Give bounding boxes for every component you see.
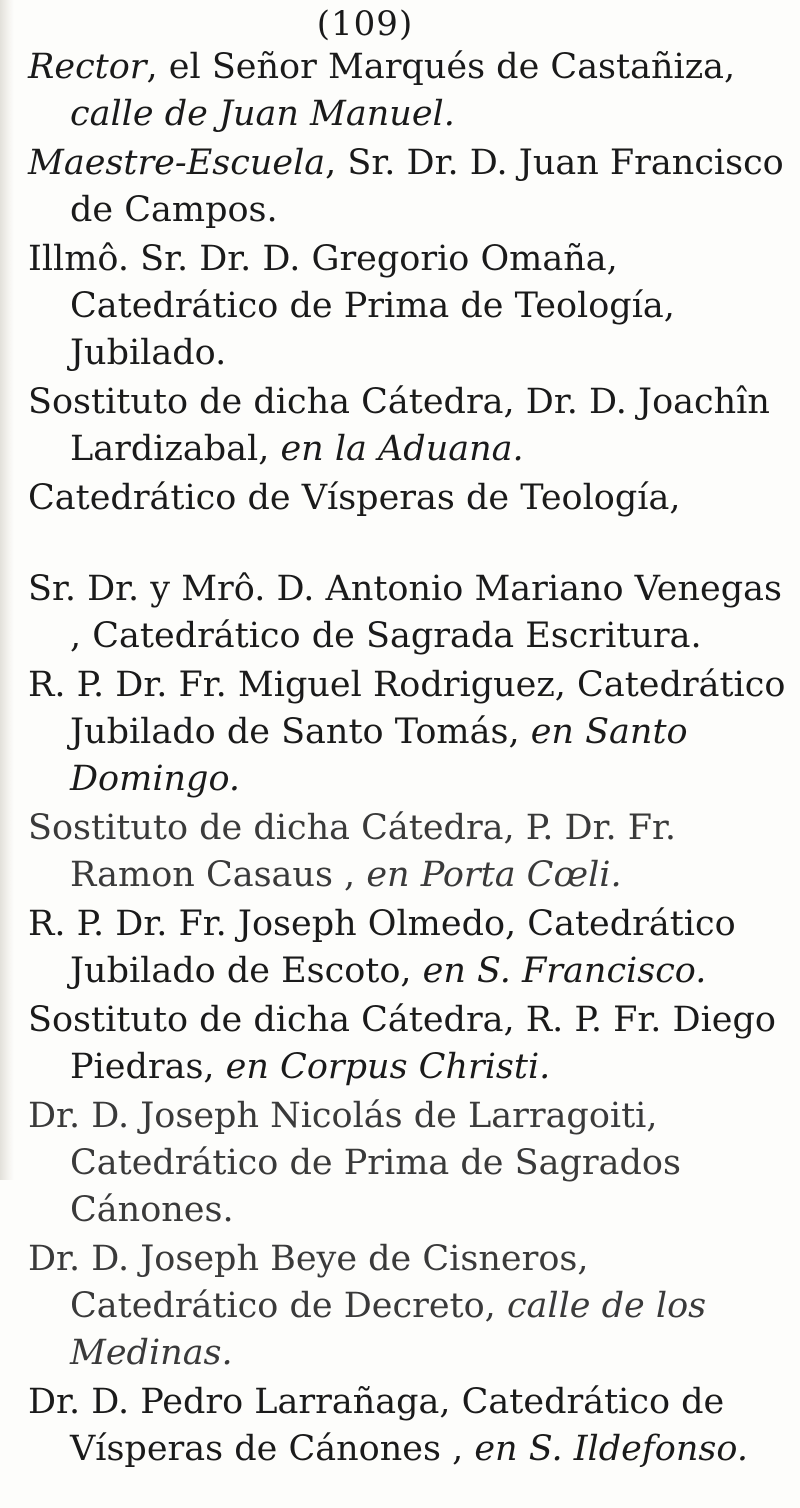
entry-olmedo: [0, 901, 790, 995]
entry-part: Catedrático de Vísperas de Teología,: [28, 478, 681, 518]
entry-part: Dr. D. Pedro Larrañaga, Catedrático de Vísperas de Cánones ,: [28, 1382, 725, 1469]
entry-part: Maestre-Escuela: [28, 143, 326, 183]
entry-catedratico-visperas-heading: [0, 475, 790, 522]
entry-list: [0, 44, 790, 1473]
entry-part: Dr. D. Joseph Nicolás de Larragoiti, Catedrático de Prima de Sagrados Cánones.: [28, 1096, 681, 1230]
entry-part: en Santo Domingo.: [70, 712, 688, 799]
entry-sostituto-prima-teologia: [0, 379, 790, 473]
entry-part: en la Aduana.: [280, 429, 524, 469]
entry-part: R. P. Dr. Fr. Joseph Olmedo, Catedrático Jubilado de Escoto,: [28, 904, 736, 991]
page-number: (109): [316, 4, 414, 44]
entry-part: , Sr. Dr. D. Juan Francisco de Campos.: [70, 143, 784, 230]
entry-part: Sostituto de dicha Cátedra, Dr. D. Joachîn Lardizabal,: [28, 382, 770, 469]
entry-beye-de-cisneros: [0, 1236, 790, 1377]
entry-part: Sostituto de dicha Cátedra, R. P. Fr. Diego Piedras,: [28, 1000, 776, 1087]
entry-part: calle de los Medinas.: [70, 1286, 707, 1373]
entry-part: Rector: [28, 47, 147, 87]
entry-piedras: [0, 997, 790, 1091]
entry-rector: [0, 44, 790, 138]
entry-venegas: [0, 566, 790, 660]
entry-part: en Corpus Christi.: [225, 1047, 551, 1087]
entry-larranaga: [0, 1379, 790, 1473]
entry-part: Dr. D. Joseph Beye de Cisneros, Catedrático de Decreto,: [28, 1239, 589, 1326]
entry-part: en S. Francisco.: [422, 951, 707, 991]
entry-part: Sostituto de dicha Cátedra, P. Dr. Fr. Ramon Casaus ,: [28, 808, 676, 895]
entry-part: R. P. Dr. Fr. Miguel Rodriguez, Catedrático Jubilado de Santo Tomás,: [28, 665, 786, 752]
entry-catedratico-prima-teologia: [0, 236, 790, 377]
entry-rodriguez: [0, 662, 790, 803]
entry-part: en Porta Cœli.: [366, 855, 622, 895]
entry-part: Illmô. Sr. Dr. D. Gregorio Omaña, Catedrático de Prima de Teología, Jubilado.: [28, 239, 675, 373]
entry-maestre-escuela: [0, 140, 790, 234]
entry-larragoiti: [0, 1093, 790, 1234]
entry-casaus: [0, 805, 790, 899]
entry-part: calle de Juan Manuel.: [70, 94, 455, 134]
entry-part: Sr. Dr. y Mrô. D. Antonio Mariano Venegas , Catedrático de Sagrada Escritura.: [28, 569, 782, 656]
entry-part: en S. Ildefonso.: [474, 1429, 748, 1469]
entry-part: , el Señor Marqués de Castañiza,: [146, 47, 736, 87]
